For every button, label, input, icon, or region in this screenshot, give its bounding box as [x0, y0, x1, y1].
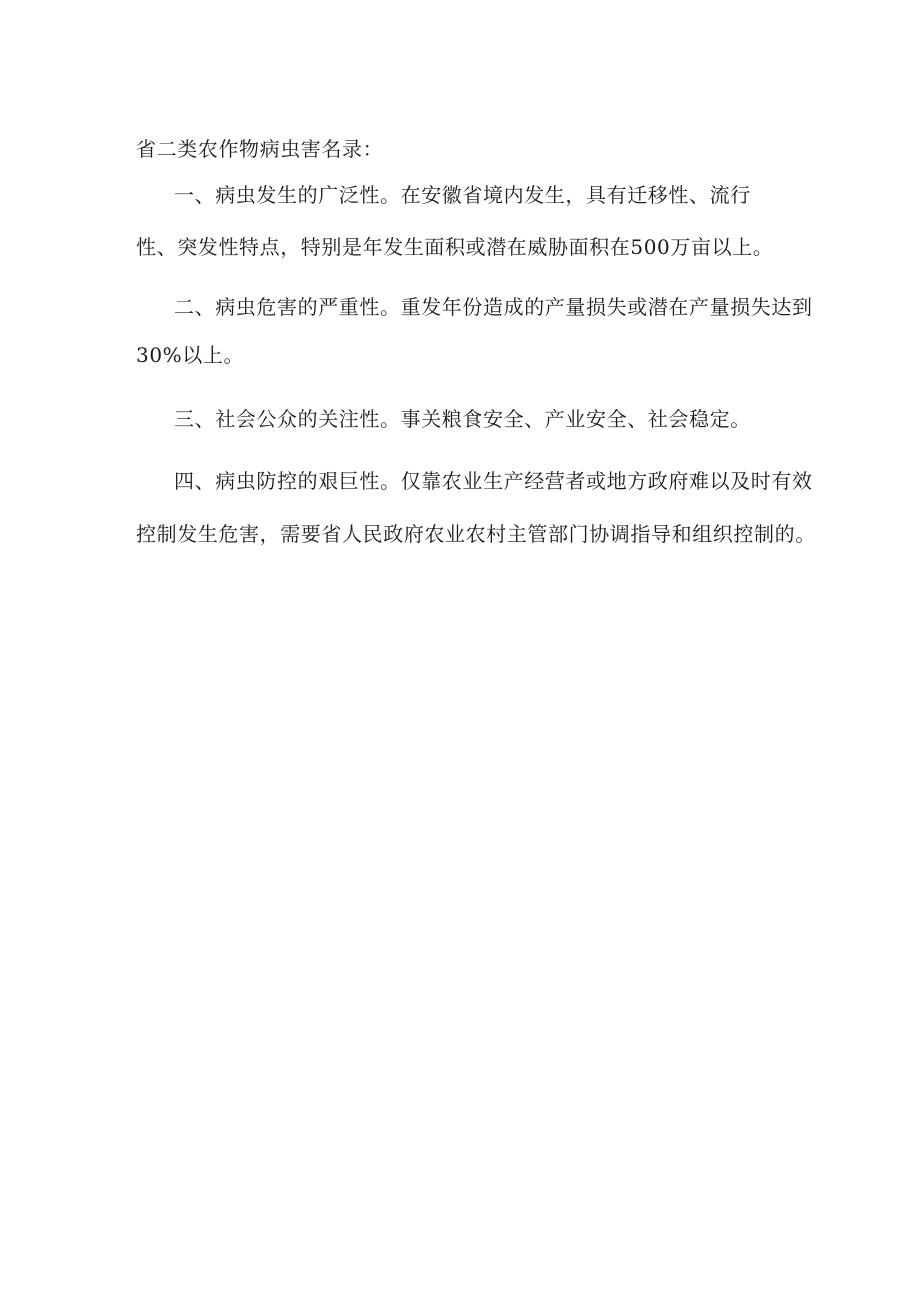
criterion-4-line-1: 四、病虫防控的艰巨性。仅靠农业生产经营者或地方政府难以及时有效: [174, 469, 813, 493]
criterion-2-line-2: 30%以上。: [136, 343, 245, 367]
criterion-2-line-1: 二、病虫危害的严重性。重发年份造成的产量损失或潜在产量损失达到: [174, 295, 813, 319]
criterion-3-line-1: 三、社会公众的关注性。事关粮食安全、产业安全、社会稳定。: [174, 407, 751, 431]
document-heading: 省二类农作物病虫害名录：: [136, 137, 384, 161]
criterion-1-line-2: 性、突发性特点，特别是年发生面积或潜在威胁面积在500万亩以上。: [136, 235, 774, 259]
criterion-1-line-1: 一、病虫发生的广泛性。在安徽省境内发生，具有迁移性、流行: [174, 183, 751, 207]
criterion-4-line-2: 控制发生危害，需要省人民政府农业农村主管部门协调指导和组织控制的。: [136, 522, 816, 546]
